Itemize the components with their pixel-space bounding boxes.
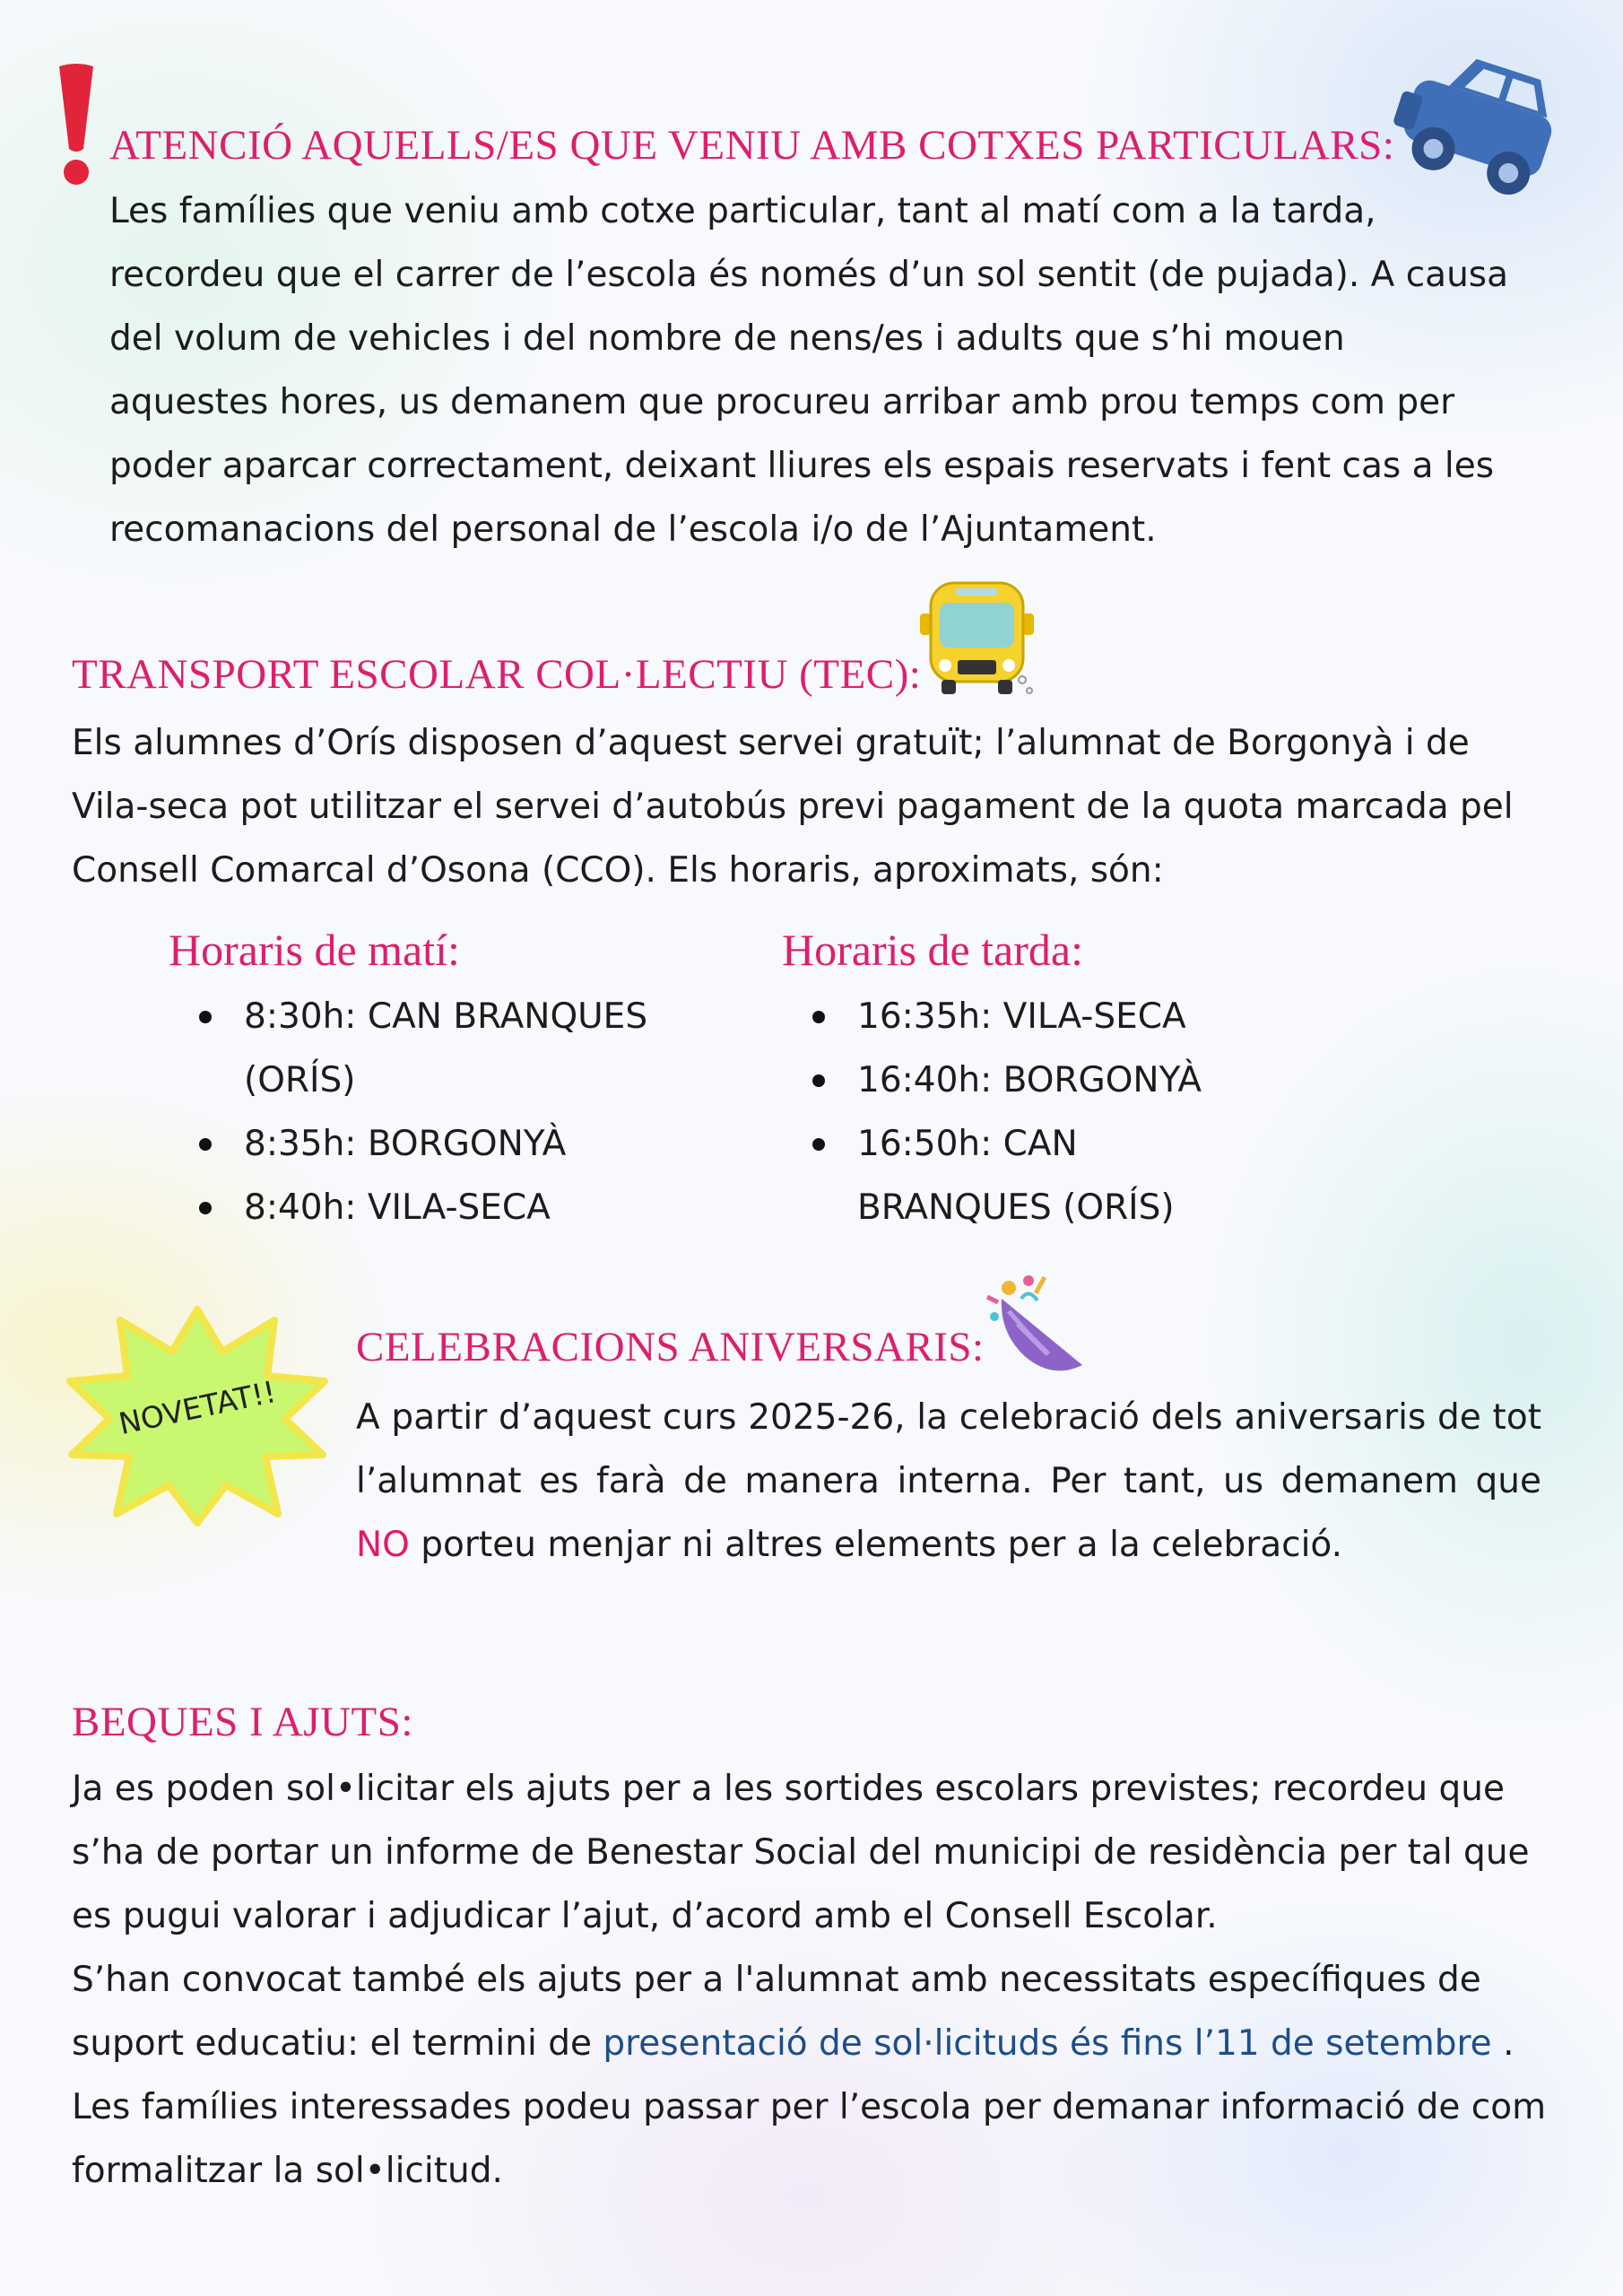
morning-schedule-item: 8:40h: VILA-SECA: [199, 1176, 665, 1239]
novetat-starburst-badge: [63, 1302, 332, 1526]
afternoon-schedule-item: 16:35h: VILA-SECA: [812, 985, 1279, 1048]
birthdays-section-title: CELEBRACIONS ANIVERSARIS:: [356, 1324, 985, 1370]
grants-section-title: BEQUES I AJUTS:: [72, 1699, 413, 1745]
afternoon-schedule-list: [812, 985, 1279, 1239]
grants-p2-text-end: . Les famílies interessades podeu passar per l’escola per demanar informació de com formalitzar la sol•licitud.: [72, 2023, 1547, 2191]
birthdays-paragraph: [356, 1386, 1541, 1577]
novetat-badge-label: NOVETAT!!: [116, 1373, 279, 1442]
birthdays-no-emphasis: NO: [356, 1525, 410, 1565]
morning-schedule-item: 8:35h: BORGONYÀ: [199, 1112, 665, 1176]
birthdays-text-end: porteu menjar ni altres elements per a la celebració.: [409, 1525, 1343, 1565]
afternoon-schedule-item: 16:40h: BORGONYÀ: [812, 1048, 1279, 1112]
transport-section-title: TRANSPORT ESCOLAR COL·LECTIU (TEC):: [72, 651, 922, 698]
afternoon-schedule-title: Horaris de tarda:: [782, 925, 1083, 975]
cars-paragraph: Les famílies que veniu amb cotxe particular, tant al matí com a la tarda, recordeu que el carrer de l’escola és només d’un sol sentit (de pujada). A causa del volum de vehicles i del nombre de nens/es i adults que s’hi mouen aquestes hores, us demanem que procureu arribar amb prou temps com per poder aparcar correctament, deixant lliures els espais reservats i fent cas a les recomanacions del personal de l’escola i/o de l’Ajuntament.: [109, 191, 1509, 550]
transport-paragraph: Els alumnes d’Orís disposen d’aquest servei gratuït; l’alumnat de Borgonyà i de Vila-seca pot utilitzar el servei d’autobús previ pagament de la quota marcada pel Consell Comarcal d’Osona (CCO). Els horaris, aproximats, són:: [72, 723, 1514, 891]
grants-deadline-link[interactable]: presentació de sol·licituds és fins l’11 de setembre: [603, 2023, 1492, 2064]
morning-schedule-list: [199, 985, 665, 1239]
birthdays-text-start: A partir d’aquest curs 2025-26, la celebració dels aniversaris de tot l’alumnat es farà de manera interna. Per tant, us demanem que: [356, 1397, 1541, 1501]
morning-schedule-title: Horaris de matí:: [169, 925, 460, 975]
party-popper-icon: [982, 1272, 1094, 1379]
grants-paragraph-1: Ja es poden sol•licitar els ajuts per a les sortides escolars previstes; recordeu que s’ha de portar un informe de Benestar Social del municipi de residència per tal que es pugui valorar i adjudicar l’ajut, d’acord amb el Consell Escolar.: [72, 1769, 1530, 1936]
afternoon-schedule-item: 16:50h: CAN BRANQUES (ORÍS): [812, 1112, 1279, 1239]
warning-exclamation-icon: [54, 61, 99, 187]
morning-schedule-item: 8:30h: CAN BRANQUES (ORÍS): [199, 985, 665, 1112]
grants-paragraph-2: [72, 1948, 1565, 2203]
cars-section-title: ATENCIÓ AQUELLS/ES QUE VENIU AMB COTXES PARTICULARS:: [109, 122, 1395, 169]
school-bus-icon: [916, 574, 1037, 700]
grants-p2-text-start: S’han convocat també els ajuts per a l'alumnat amb necessitats específiques de suport educatiu: el termini de: [72, 1960, 1481, 2064]
